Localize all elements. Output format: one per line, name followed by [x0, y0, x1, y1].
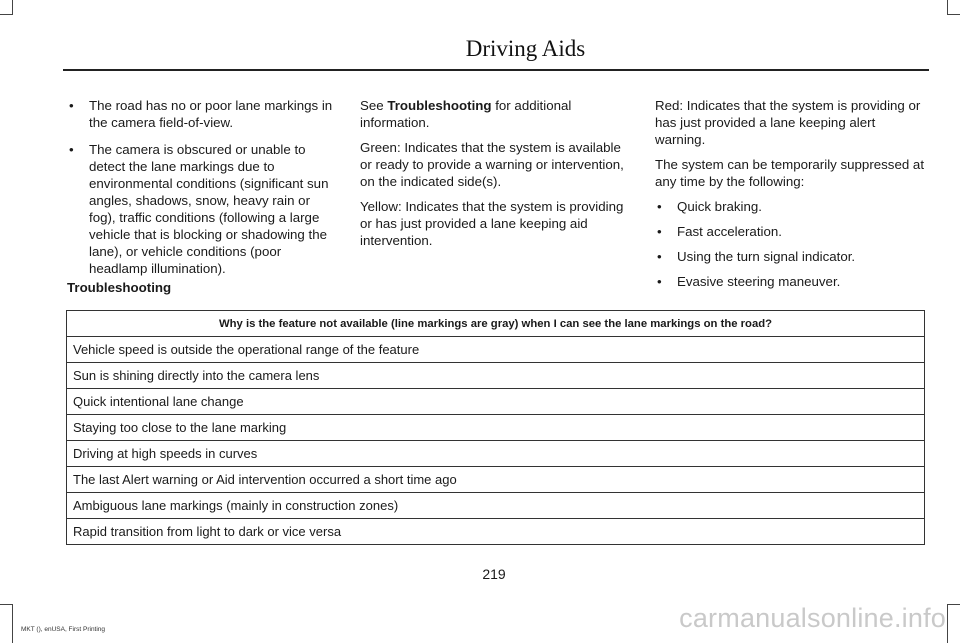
see-troubleshooting-paragraph: See Troubleshooting for additional information. [360, 98, 572, 130]
suppression-list [655, 198, 927, 290]
list-item: • The camera is obscured or unable to detect the lane markings due to environmental conditions (significant sun angles, shadows, snow, heavy rain or fog), traffic conditions (following a large vehicle that is blocking or shadowing the lane), or vehicle conditions (poor headlamp illumination). [67, 141, 339, 277]
list-item: • Evasive steering maneuver. [655, 273, 927, 290]
table-row [67, 467, 925, 493]
crop-mark-bottom-right [947, 604, 960, 643]
table-cell: Staying too close to the lane marking [67, 415, 925, 441]
table-question-header: Why is the feature not available (line markings are gray) when I can see the lane markings on the road? [67, 311, 925, 337]
table-row [67, 389, 925, 415]
table-row [67, 493, 925, 519]
watermark: carmanualsonline.info [679, 603, 946, 633]
table-row [67, 363, 925, 389]
table-row [67, 441, 925, 467]
page-number: 219 [482, 566, 506, 582]
list-item: • Using the turn signal indicator. [655, 248, 927, 265]
table-cell: The last Alert warning or Aid intervention occurred a short time ago [67, 467, 925, 493]
table-row [67, 415, 925, 441]
page-title: Driving Aids [465, 36, 586, 61]
table-cell: Vehicle speed is outside the operational range of the feature [67, 337, 925, 363]
header-rule [63, 69, 929, 71]
troubleshooting-table [66, 310, 925, 545]
table-row [67, 519, 925, 545]
crop-mark-top-right [947, 0, 960, 15]
column-1 [67, 97, 339, 287]
yellow-indicator-paragraph: Yellow: Indicates that the system is providing or has just provided a lane keeping aid intervention. [360, 199, 624, 248]
column-3 [655, 97, 927, 298]
list-item: • Quick braking. [655, 198, 927, 215]
troubleshooting-heading: Troubleshooting [67, 280, 172, 295]
crop-mark-top-left [0, 0, 13, 15]
crop-mark-bottom-left [0, 604, 13, 643]
red-indicator-paragraph: Red: Indicates that the system is providing or has just provided a lane keeping alert warning. [655, 98, 921, 147]
table-cell: Quick intentional lane change [67, 389, 925, 415]
list-item: • Fast acceleration. [655, 223, 927, 240]
suppression-paragraph: The system can be temporarily suppressed at any time by the following: [655, 157, 925, 189]
table-cell: Sun is shining directly into the camera lens [67, 363, 925, 389]
column-2 [360, 97, 632, 257]
table-row [67, 337, 925, 363]
green-indicator-paragraph: Green: Indicates that the system is available or ready to provide a warning or intervention, on the indicated side(s). [360, 140, 624, 189]
table-cell: Rapid transition from light to dark or vice versa [67, 519, 925, 545]
limitations-list [67, 97, 339, 277]
table-cell: Driving at high speeds in curves [67, 441, 925, 467]
table-cell: Ambiguous lane markings (mainly in construction zones) [67, 493, 925, 519]
print-code: MKT (), enUSA, First Printing [21, 626, 106, 633]
list-item: • The road has no or poor lane markings in the camera field-of-view. [67, 97, 339, 131]
troubleshooting-reference: Troubleshooting [387, 98, 492, 113]
